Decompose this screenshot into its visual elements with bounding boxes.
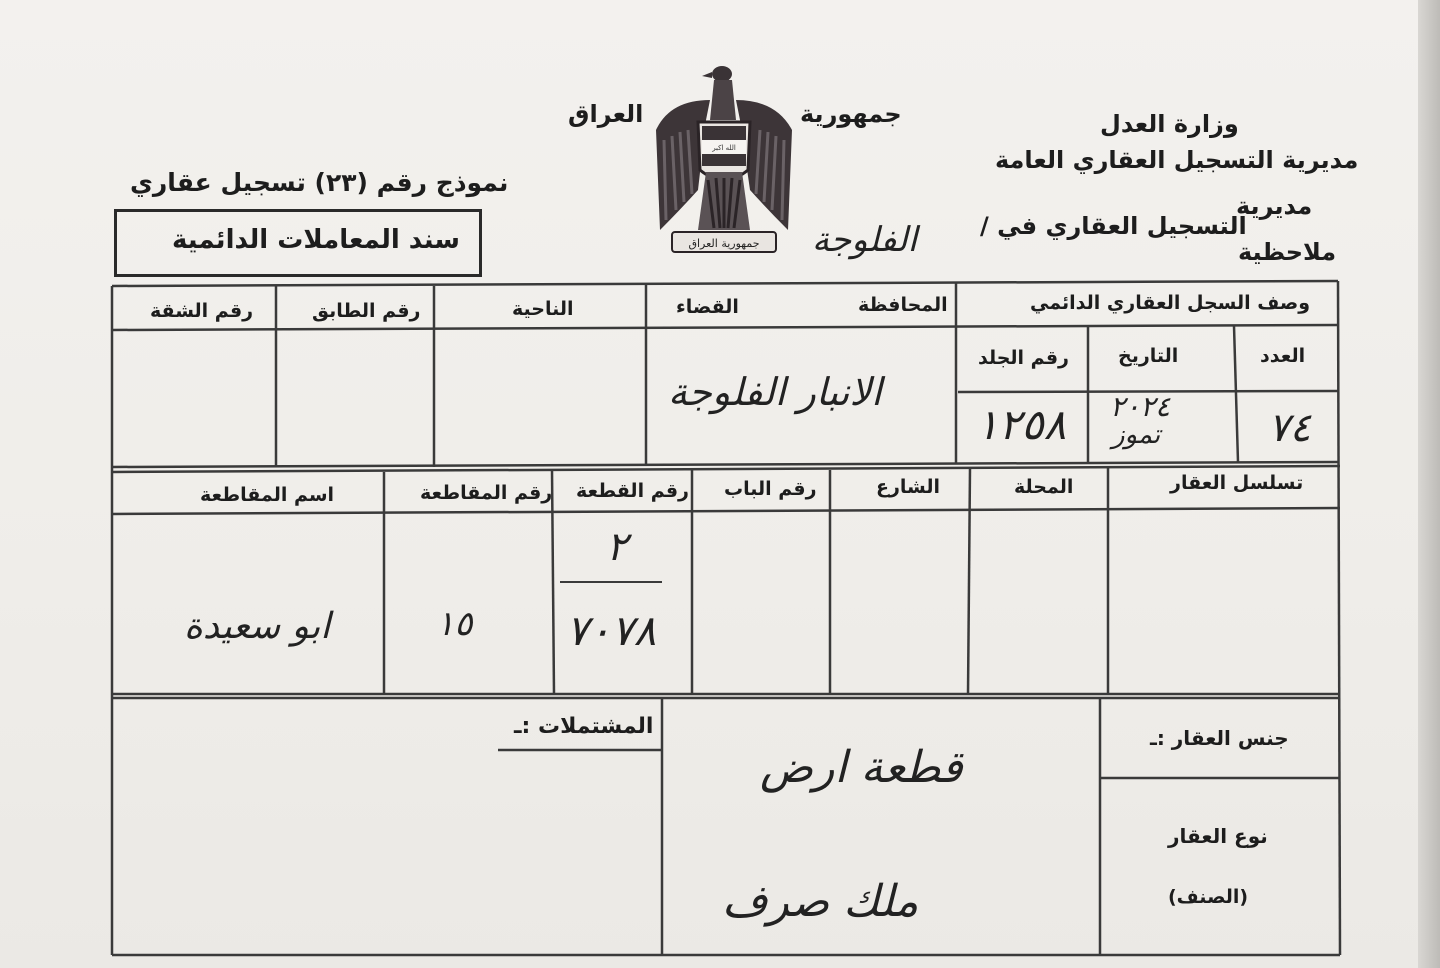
floor-no-header: رقم الطابق [312,300,421,322]
country-right-text: جمهورية [800,100,902,128]
sequence-header: تسلسل العقار [1170,472,1304,494]
apartment-no-header: رقم الشقة [150,300,254,322]
permanent-register-header: وصف السجل العقاري الدائمي [1030,292,1311,314]
district-no-value: ١٥ [436,604,473,644]
door-no-header: رقم الباب [724,478,817,500]
emblem-shield-text: الله اكبر [712,144,736,152]
register-date-line2: تموز [1112,420,1161,450]
emblem-banner-text: جمهورية العراق [688,237,760,250]
property-kind-label: جنس العقار :ـ [1150,726,1289,750]
street-header: الشارع [876,476,941,498]
form-number-text: نموذج رقم (٢٣) تسجيل عقاري [130,168,509,197]
subdistrict-header: الناحية [512,298,574,320]
property-type-value: ملك صرف [722,876,919,927]
volume-no-value: ١٢٥٨ [976,400,1067,449]
governorate-district-value: الانبار الفلوجة [668,370,882,414]
plot-denominator-value: ٧٠٧٨ [566,606,657,655]
register-date-line1: ٢٠٢٤ [1110,390,1171,423]
district-header: القضاء [676,296,739,318]
note-label: ملاحظية [1238,238,1337,266]
property-kind-value: قطعة ارض [760,742,963,793]
locality-header: المحلة [1014,476,1074,498]
district-no-header: رقم المقاطعة [420,482,553,504]
registration-in-label: التسجيل العقاري في / [980,212,1247,240]
directorate-general-text: مديرية التسجيل العقاري العامة [995,146,1359,174]
district-name-header: اسم المقاطعة [200,484,335,506]
registration-place-handwritten: الفلوجة [812,220,918,260]
directorate-label: مديرية [1236,192,1313,220]
district-name-value: ابو سعيدة [184,606,331,647]
plot-no-header: رقم القطعة [576,480,689,502]
date-subheader: التاريخ [1118,345,1179,367]
ministry-text: وزارة العدل [1100,110,1239,138]
contents-label: المشتملات :ـ [514,714,654,739]
volume-no-subheader: رقم الجلد [978,347,1069,369]
category-label: (الصنف) [1168,886,1249,908]
country-left-text: العراق [568,100,644,128]
number-subheader: العدد [1260,345,1306,367]
governorate-header: المحافظة [858,294,948,316]
plot-numerator-value: ٢ [606,524,628,570]
property-type-label: نوع العقار [1168,824,1268,848]
register-number-value: ٧٤ [1268,405,1311,451]
document-title: سند المعاملات الدائمية [172,225,460,255]
